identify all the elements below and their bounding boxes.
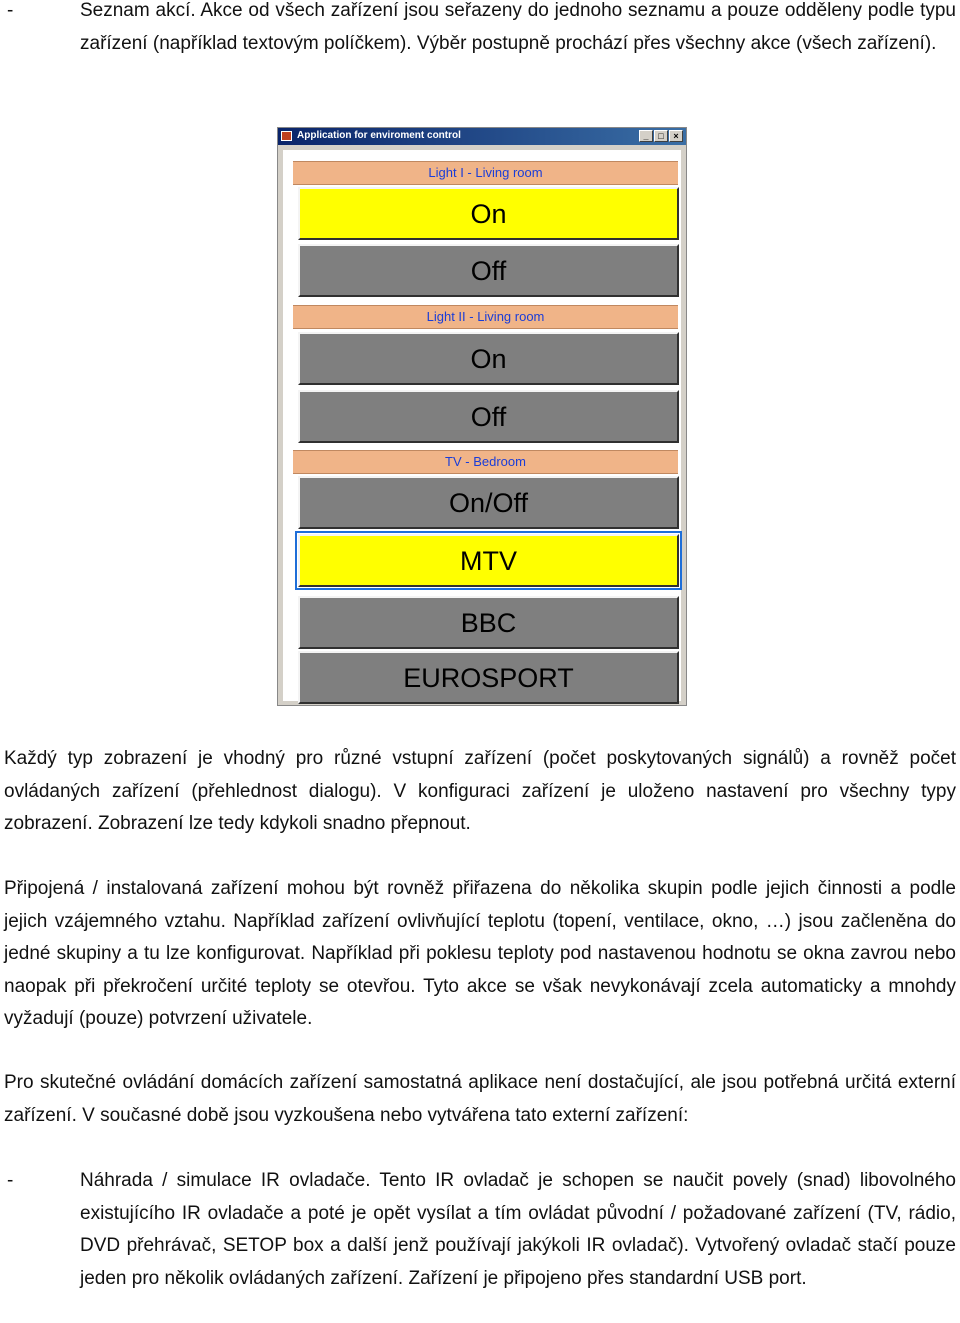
tv-onoff-button[interactable]: On/Off: [298, 476, 679, 529]
app-icon: [281, 131, 292, 141]
ir-controller-text: Náhrada / simulace IR ovladače. Tento IR ovladač je schopen se naučit povely (snad) libovolného existujícího IR ovladače a poté je opět vysílat a tím ovládat původní / požadované zařízení (TV, rádio, DVD přehrávač, SETOP box a další jenž používají jakýkoli IR ovladač). Vytvořený ovladač stačí pouze jeden pro několik ovládaných zařízení. Zařízení je připojeno přes standardní USB port.: [80, 1170, 956, 1289]
group-header-light-2: Light II - Living room: [293, 305, 678, 329]
paragraph-display-types: Každý typ zobrazení je vhodný pro různé vstupní zařízení (počet poskytovaných signálů) a rovněž počet ovládaných zařízení (přehlednost dialogu). V konfiguraci zařízení je uloženo nastavení pro všechny typy zobrazení. Zobrazení lze tedy kdykoli snadno přepnout.: [4, 748, 956, 834]
bullet-dash: -: [7, 1170, 14, 1191]
light-1-on-button[interactable]: On: [298, 187, 679, 240]
window-title: Application for enviroment control: [297, 130, 461, 141]
control-list: [283, 150, 681, 701]
minimize-button[interactable]: _: [639, 130, 653, 142]
group-header-tv: TV - Bedroom: [293, 450, 678, 474]
window-titlebar[interactable]: [278, 128, 686, 145]
group-header-light-1: Light I - Living room: [293, 161, 678, 185]
paragraph-external-devices: Pro skutečné ovládání domácích zařízení samostatná aplikace není dostačující, ale jsou potřebná určitá externí zařízení. V současné době jsou vyzkoušena nebo vytvářena tato externí zařízení:: [4, 1072, 956, 1126]
maximize-button[interactable]: □: [654, 130, 668, 142]
tv-eurosport-button[interactable]: EUROSPORT: [298, 651, 679, 704]
paragraph-device-groups: Připojená / instalovaná zařízení mohou být rovněž přiřazena do několika skupin podle jejich činnosti a podle jejich vzájemného vztahu. Například zařízení ovlivňující teplotu (topení, ventilace, okno, …) jsou začleněna do jedné skupiny a tu lze konfigurovat. Například při poklesu teploty pod nastavenou hodnotu se okna zavrou nebo naopak při překročení určité teploty se otevřou. Tyto akce se však nevykonávají zcela automaticky a mnohdy vyžadují (pouze) potvrzení uživatele.: [4, 878, 956, 1029]
close-button[interactable]: ×: [669, 130, 683, 142]
light-2-on-button[interactable]: On: [298, 332, 679, 385]
app-window: [277, 127, 687, 706]
light-1-off-button[interactable]: Off: [298, 244, 679, 297]
bullet-dash: -: [7, 0, 14, 21]
tv-bbc-button[interactable]: BBC: [298, 596, 679, 649]
tv-mtv-button[interactable]: MTV: [298, 534, 679, 587]
light-2-off-button[interactable]: Off: [298, 390, 679, 443]
intro-bullet-text: Seznam akcí. Akce od všech zařízení jsou seřazeny do jednoho seznamu a pouze odděleny podle typu zařízení (například textovým políčkem). Výběr postupně prochází přes všechny akce (všech zařízení).: [80, 0, 956, 54]
